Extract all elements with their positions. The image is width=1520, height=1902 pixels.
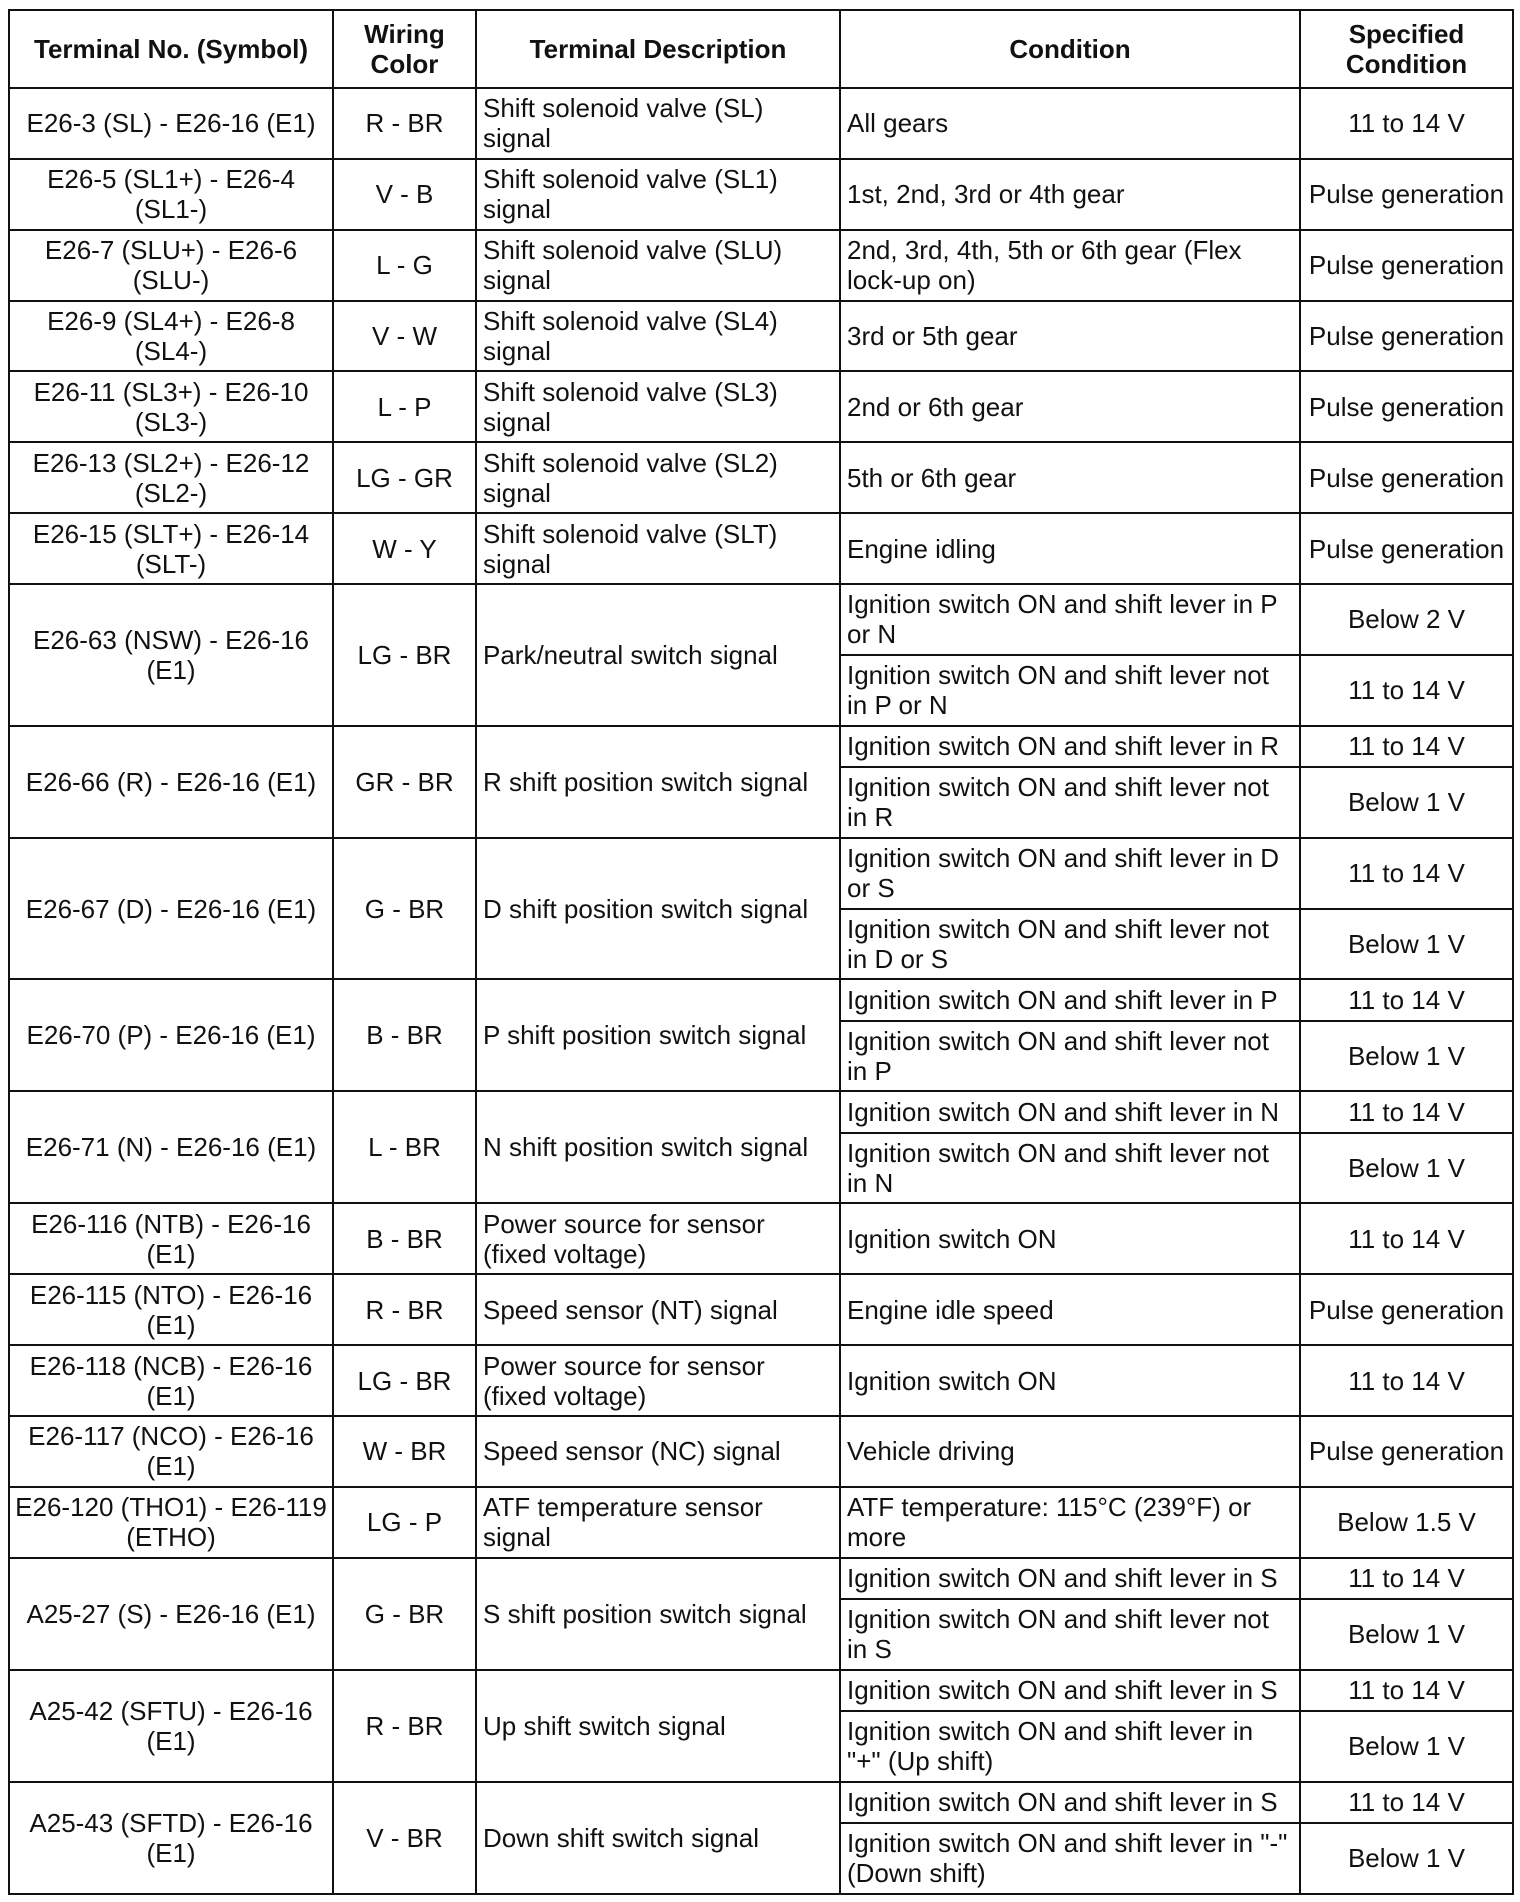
terminal-cell: E26-7 (SLU+) - E26-6 (SLU-) [9, 230, 333, 301]
header-condition: Condition [840, 10, 1300, 88]
specified-condition-cell: Below 1 V [1300, 767, 1513, 838]
terminal-cell: E26-5 (SL1+) - E26-4 (SL1-) [9, 159, 333, 230]
terminal-description-cell: Up shift switch signal [476, 1670, 840, 1782]
specified-condition-cell: Pulse generation [1300, 371, 1513, 442]
terminal-description-cell: P shift position switch signal [476, 979, 840, 1091]
table-row [9, 442, 1513, 513]
condition-cell: Ignition switch ON and shift lever in S [840, 1782, 1300, 1823]
condition-cell: Ignition switch ON and shift lever in P or N [840, 584, 1300, 655]
header-specified-condition: Specified Condition [1300, 10, 1513, 88]
wiring-color-cell: G - BR [333, 1558, 476, 1670]
specified-condition-cell: Below 1 V [1300, 1021, 1513, 1092]
wiring-color-cell: L - BR [333, 1091, 476, 1203]
terminal-cell: E26-115 (NTO) - E26-16 (E1) [9, 1274, 333, 1345]
terminal-description-cell: Speed sensor (NC) signal [476, 1416, 840, 1487]
specified-condition-cell: 11 to 14 V [1300, 655, 1513, 726]
condition-cell: Engine idle speed [840, 1274, 1300, 1345]
specified-condition-cell: 11 to 14 V [1300, 979, 1513, 1020]
wiring-color-cell: L - G [333, 230, 476, 301]
table-row [9, 1670, 1513, 1711]
terminal-cell: E26-67 (D) - E26-16 (E1) [9, 838, 333, 980]
wiring-color-cell: G - BR [333, 838, 476, 980]
terminal-description-cell: Power source for sensor (fixed voltage) [476, 1203, 840, 1274]
condition-cell: 3rd or 5th gear [840, 301, 1300, 372]
wiring-color-cell: V - BR [333, 1782, 476, 1894]
table-row [9, 1558, 1513, 1599]
terminal-description-cell: Shift solenoid valve (SL) signal [476, 88, 840, 159]
table-row [9, 159, 1513, 230]
terminal-description-cell: D shift position switch signal [476, 838, 840, 980]
wiring-color-cell: L - P [333, 371, 476, 442]
table-row [9, 584, 1513, 655]
specified-condition-cell: Below 1 V [1300, 1599, 1513, 1670]
specified-condition-cell: Below 1 V [1300, 909, 1513, 980]
wiring-color-cell: R - BR [333, 1670, 476, 1782]
wiring-color-cell: R - BR [333, 88, 476, 159]
wiring-color-cell: LG - P [333, 1487, 476, 1558]
table-row [9, 1416, 1513, 1487]
table-row [9, 1274, 1513, 1345]
terminal-cell: A25-27 (S) - E26-16 (E1) [9, 1558, 333, 1670]
terminal-description-cell: S shift position switch signal [476, 1558, 840, 1670]
terminal-description-cell: Down shift switch signal [476, 1782, 840, 1894]
condition-cell: 2nd, 3rd, 4th, 5th or 6th gear (Flex lock-up on) [840, 230, 1300, 301]
table-row [9, 1487, 1513, 1558]
terminal-description-cell: Shift solenoid valve (SLT) signal [476, 513, 840, 584]
terminal-cell: E26-13 (SL2+) - E26-12 (SL2-) [9, 442, 333, 513]
terminal-description-cell: R shift position switch signal [476, 726, 840, 838]
terminal-cell: A25-43 (SFTD) - E26-16 (E1) [9, 1782, 333, 1894]
specified-condition-cell: Below 2 V [1300, 584, 1513, 655]
condition-cell: Ignition switch ON and shift lever in S [840, 1558, 1300, 1599]
condition-cell: Ignition switch ON and shift lever in N [840, 1091, 1300, 1132]
condition-cell: 1st, 2nd, 3rd or 4th gear [840, 159, 1300, 230]
terminal-description-cell: Shift solenoid valve (SL4) signal [476, 301, 840, 372]
terminal-cell: E26-120 (THO1) - E26-119 (ETHO) [9, 1487, 333, 1558]
condition-cell: All gears [840, 88, 1300, 159]
header-terminal: Terminal No. (Symbol) [9, 10, 333, 88]
wiring-color-cell: V - W [333, 301, 476, 372]
terminal-description-cell: Speed sensor (NT) signal [476, 1274, 840, 1345]
terminal-description-cell: Shift solenoid valve (SL2) signal [476, 442, 840, 513]
table-row [9, 513, 1513, 584]
terminal-spec-table [8, 9, 1514, 1895]
terminal-cell: E26-66 (R) - E26-16 (E1) [9, 726, 333, 838]
specified-condition-cell: 11 to 14 V [1300, 1203, 1513, 1274]
condition-cell: Ignition switch ON and shift lever in "-" (Down shift) [840, 1823, 1300, 1894]
terminal-cell: E26-15 (SLT+) - E26-14 (SLT-) [9, 513, 333, 584]
terminal-cell: E26-11 (SL3+) - E26-10 (SL3-) [9, 371, 333, 442]
terminal-cell: E26-116 (NTB) - E26-16 (E1) [9, 1203, 333, 1274]
terminal-description-cell: Shift solenoid valve (SL3) signal [476, 371, 840, 442]
condition-cell: Ignition switch ON and shift lever not in S [840, 1599, 1300, 1670]
terminal-description-cell: Shift solenoid valve (SLU) signal [476, 230, 840, 301]
specified-condition-cell: 11 to 14 V [1300, 1091, 1513, 1132]
terminal-description-cell: Shift solenoid valve (SL1) signal [476, 159, 840, 230]
terminal-cell: E26-3 (SL) - E26-16 (E1) [9, 88, 333, 159]
table-row [9, 1203, 1513, 1274]
condition-cell: Ignition switch ON and shift lever in R [840, 726, 1300, 767]
terminal-cell: E26-63 (NSW) - E26-16 (E1) [9, 584, 333, 726]
wiring-color-cell: R - BR [333, 1274, 476, 1345]
specified-condition-cell: Below 1 V [1300, 1711, 1513, 1782]
table-row [9, 371, 1513, 442]
condition-cell: Ignition switch ON and shift lever not in N [840, 1133, 1300, 1204]
specified-condition-cell: 11 to 14 V [1300, 1345, 1513, 1416]
terminal-cell: E26-70 (P) - E26-16 (E1) [9, 979, 333, 1091]
specified-condition-cell: 11 to 14 V [1300, 1782, 1513, 1823]
table-row [9, 838, 1513, 909]
header-row [9, 10, 1513, 88]
table-row [9, 301, 1513, 372]
terminal-description-cell: Power source for sensor (fixed voltage) [476, 1345, 840, 1416]
specified-condition-cell: 11 to 14 V [1300, 1670, 1513, 1711]
wiring-color-cell: W - Y [333, 513, 476, 584]
table-row [9, 979, 1513, 1020]
condition-cell: Ignition switch ON and shift lever not in D or S [840, 909, 1300, 980]
condition-cell: 5th or 6th gear [840, 442, 1300, 513]
condition-cell: Ignition switch ON and shift lever not in P [840, 1021, 1300, 1092]
specified-condition-cell: 11 to 14 V [1300, 88, 1513, 159]
terminal-cell: E26-9 (SL4+) - E26-8 (SL4-) [9, 301, 333, 372]
header-terminal-description: Terminal Description [476, 10, 840, 88]
specified-condition-cell: Pulse generation [1300, 1274, 1513, 1345]
condition-cell: Ignition switch ON and shift lever in D or S [840, 838, 1300, 909]
condition-cell: Ignition switch ON and shift lever not in R [840, 767, 1300, 838]
terminal-cell: E26-118 (NCB) - E26-16 (E1) [9, 1345, 333, 1416]
header-wiring-color: Wiring Color [333, 10, 476, 88]
condition-cell: 2nd or 6th gear [840, 371, 1300, 442]
wiring-color-cell: W - BR [333, 1416, 476, 1487]
specified-condition-cell: Below 1 V [1300, 1133, 1513, 1204]
wiring-color-cell: V - B [333, 159, 476, 230]
terminal-cell: E26-117 (NCO) - E26-16 (E1) [9, 1416, 333, 1487]
wiring-color-cell: LG - BR [333, 1345, 476, 1416]
condition-cell: Ignition switch ON and shift lever in P [840, 979, 1300, 1020]
table-row [9, 726, 1513, 767]
condition-cell: Vehicle driving [840, 1416, 1300, 1487]
wiring-color-cell: LG - GR [333, 442, 476, 513]
wiring-color-cell: LG - BR [333, 584, 476, 726]
table-row [9, 1345, 1513, 1416]
specified-condition-cell: Pulse generation [1300, 442, 1513, 513]
specified-condition-cell: Pulse generation [1300, 513, 1513, 584]
specified-condition-cell: 11 to 14 V [1300, 838, 1513, 909]
condition-cell: Ignition switch ON and shift lever in S [840, 1670, 1300, 1711]
condition-cell: Ignition switch ON [840, 1345, 1300, 1416]
terminal-cell: E26-71 (N) - E26-16 (E1) [9, 1091, 333, 1203]
condition-cell: ATF temperature: 115°C (239°F) or more [840, 1487, 1300, 1558]
specified-condition-cell: Below 1.5 V [1300, 1487, 1513, 1558]
terminal-description-cell: N shift position switch signal [476, 1091, 840, 1203]
wiring-color-cell: B - BR [333, 979, 476, 1091]
terminal-cell: A25-42 (SFTU) - E26-16 (E1) [9, 1670, 333, 1782]
specified-condition-cell: Pulse generation [1300, 159, 1513, 230]
condition-cell: Ignition switch ON and shift lever in "+" (Up shift) [840, 1711, 1300, 1782]
specified-condition-cell: Below 1 V [1300, 1823, 1513, 1894]
specified-condition-cell: Pulse generation [1300, 301, 1513, 372]
specified-condition-cell: Pulse generation [1300, 1416, 1513, 1487]
wiring-color-cell: B - BR [333, 1203, 476, 1274]
specified-condition-cell: Pulse generation [1300, 230, 1513, 301]
specified-condition-cell: 11 to 14 V [1300, 726, 1513, 767]
table-body [9, 88, 1513, 1894]
terminal-description-cell: ATF temperature sensor signal [476, 1487, 840, 1558]
table-row [9, 1782, 1513, 1823]
table-row [9, 230, 1513, 301]
table-row [9, 88, 1513, 159]
specified-condition-cell: 11 to 14 V [1300, 1558, 1513, 1599]
condition-cell: Ignition switch ON [840, 1203, 1300, 1274]
condition-cell: Engine idling [840, 513, 1300, 584]
wiring-color-cell: GR - BR [333, 726, 476, 838]
condition-cell: Ignition switch ON and shift lever not in P or N [840, 655, 1300, 726]
terminal-description-cell: Park/neutral switch signal [476, 584, 840, 726]
table-row [9, 1091, 1513, 1132]
